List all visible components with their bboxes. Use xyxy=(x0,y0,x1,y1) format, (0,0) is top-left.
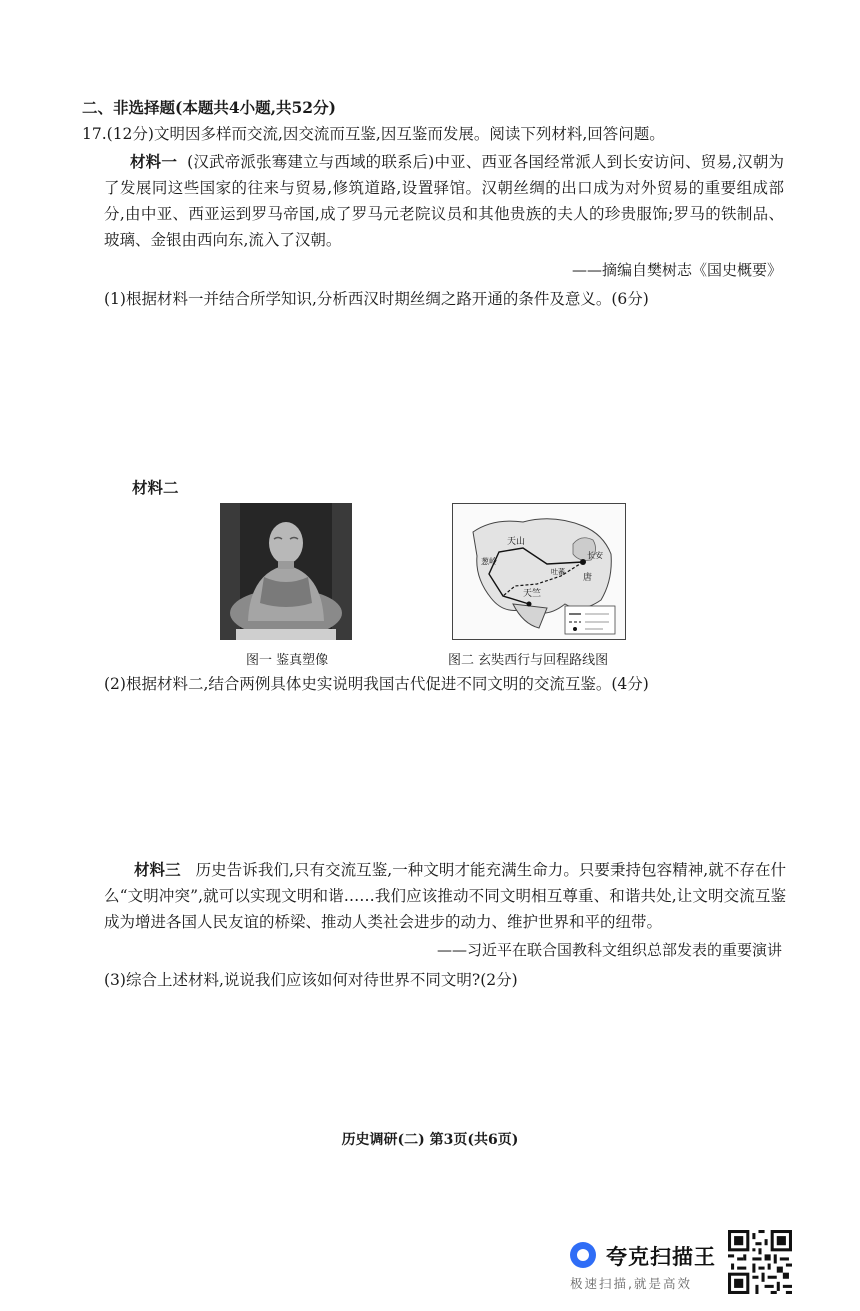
map-label-congling: 葱岭 xyxy=(481,557,497,566)
material-1-source: ——摘编自樊树志《国史概要》 xyxy=(571,261,782,279)
material-1-label: 材料一 xyxy=(130,152,177,171)
watermark-slogan: 极速扫描,就是高效 xyxy=(570,1276,692,1291)
jianzhen-statue-photo xyxy=(220,503,352,640)
material-1-text: (汉武帝派张骞建立与西域的联系后)中亚、西亚各国经常派人到长安访问、贸易,汉朝为了发展同这些国家的往来与贸易,修筑道路,设置驿馆。汉朝丝绸的出口成为对外贸易的重要组成部分,由中亚、西亚运到罗马帝国,成了罗马元老院议员和其他贵族的夫人的珍贵服饰;罗马的铁制品、玻璃、金银由西向东,流入了汉朝。 xyxy=(104,153,784,249)
material-2-label: 材料二 xyxy=(132,478,179,497)
quark-logo-icon xyxy=(570,1242,596,1268)
map-label-tianshan: 天山 xyxy=(507,537,526,547)
sub-question-2: (2)根据材料二,结合两例具体史实说明我国古代促进不同文明的交流互鉴。(4分) xyxy=(104,675,649,693)
material-1 xyxy=(104,149,784,253)
map-label-tubo: 吐蕃 xyxy=(551,568,565,576)
material-3 xyxy=(104,857,786,935)
xuanzang-route-map-image xyxy=(453,504,625,639)
watermark-name: 夸克扫描王 xyxy=(606,1245,716,1269)
material-3-text: 历史告诉我们,只有交流互鉴,一种文明才能充满生命力。只要秉持包容精神,就不存在什么“文明冲突”,就可以实现文明和谐……我们应该推动不同文明相互尊重、和谐共处,让文明交流互鉴成为增进各国人民友谊的桥梁、推动人类社会进步的动力、维护世界和平的纽带。 xyxy=(104,861,786,931)
section-heading: 二、非选择题(本题共4小题,共52分) xyxy=(82,98,336,117)
figure-1-caption: 图一 鉴真塑像 xyxy=(246,653,329,668)
jianzhen-statue-image xyxy=(220,503,352,640)
map-label-changan: 长安 xyxy=(587,551,603,560)
scanner-watermark xyxy=(570,1236,720,1292)
map-label-tang: 唐 xyxy=(583,573,593,583)
sub-question-3: (3)综合上述材料,说说我们应该如何对待世界不同文明?(2分) xyxy=(104,971,518,989)
material-3-label: 材料三 xyxy=(134,860,181,879)
qr-code-icon xyxy=(728,1230,792,1294)
question-17-stem: 17.(12分)文明因多样而交流,因交流而互鉴,因互鉴而发展。阅读下列材料,回答问题。 xyxy=(82,125,665,143)
page-footer: 历史调研(二) 第3页(共6页) xyxy=(341,1132,519,1148)
material-3-source: ——习近平在联合国教科文组织总部发表的重要演讲 xyxy=(436,941,782,959)
figure-2-caption: 图二 玄奘西行与回程路线图 xyxy=(448,653,609,668)
map-label-tianzhu: 天竺 xyxy=(523,589,542,599)
sub-question-1: (1)根据材料一并结合所学知识,分析西汉时期丝绸之路开通的条件及意义。(6分) xyxy=(104,290,649,308)
xuanzang-route-map xyxy=(452,503,626,640)
